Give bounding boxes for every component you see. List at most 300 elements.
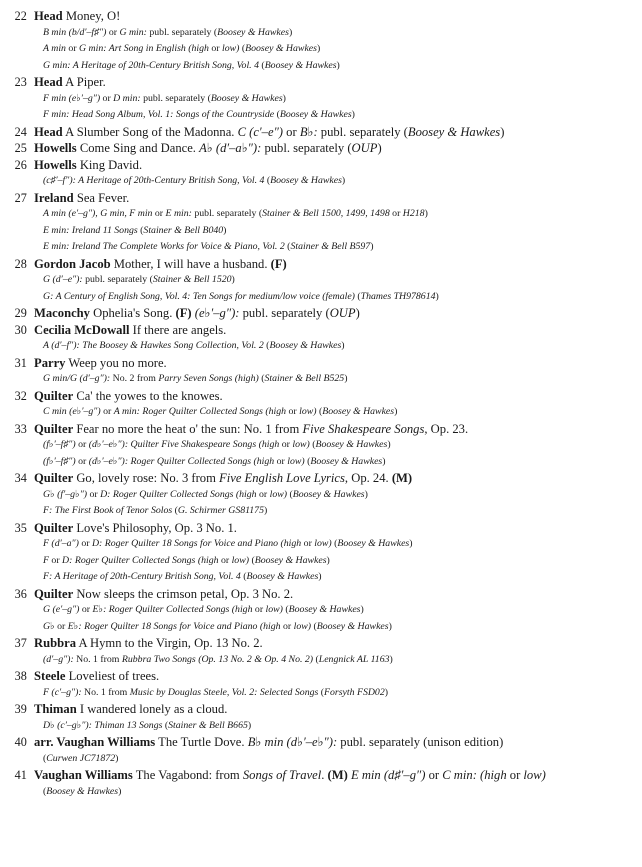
italic-text: G (e′–g″) bbox=[43, 604, 80, 615]
text-segment: or bbox=[279, 439, 293, 450]
italic-text: B♭: bbox=[299, 124, 318, 139]
text-segment: or bbox=[252, 604, 266, 615]
italic-text: (e♭′–g″): bbox=[194, 306, 240, 320]
song-entry bbox=[0, 74, 642, 124]
edition-line bbox=[34, 58, 634, 75]
text-segment: publ. separately ( bbox=[140, 92, 211, 104]
edition-line bbox=[34, 338, 634, 355]
entry-number: 40 bbox=[14, 735, 27, 749]
italic-text: C min (e♭′–g″) bbox=[43, 406, 101, 417]
italic-text: G min: bbox=[119, 26, 147, 38]
entry-number: 37 bbox=[14, 636, 27, 650]
composer-name: Head bbox=[34, 75, 63, 89]
text-segment: ) bbox=[231, 274, 235, 285]
entry-body bbox=[34, 586, 642, 636]
edition-line bbox=[34, 718, 634, 735]
text-segment: ) bbox=[382, 455, 386, 467]
text-segment: No. 2 from bbox=[110, 373, 159, 384]
text-segment: ) bbox=[263, 505, 268, 516]
song-title-line bbox=[34, 635, 634, 652]
text-segment: ) bbox=[388, 620, 392, 632]
italic-text: F (d′–a″) bbox=[43, 538, 79, 549]
entry-number: 26 bbox=[14, 157, 27, 172]
italic-text: low) bbox=[523, 768, 546, 782]
song-title-line bbox=[34, 355, 634, 372]
entry-body bbox=[34, 140, 642, 157]
text-segment: publ. separately ( bbox=[239, 306, 330, 320]
song-entry bbox=[0, 322, 642, 355]
italic-text: Boosey & Hawkes bbox=[246, 571, 319, 582]
composer-name: Quilter bbox=[34, 586, 74, 601]
italic-text: Boosey & Hawkes bbox=[270, 175, 342, 186]
italic-text: Boosey & Hawkes bbox=[288, 604, 361, 615]
text-segment: Ca' the yowes to the knowes. bbox=[73, 388, 223, 403]
song-entry bbox=[0, 668, 642, 701]
italic-text: Rubbra Two Songs (Op. 13 No. 2 & Op. 4 No. 2) bbox=[121, 653, 314, 665]
entry-body bbox=[34, 256, 642, 306]
text-segment: ( bbox=[304, 455, 311, 467]
text-segment: ( bbox=[313, 653, 319, 665]
italic-text: Stainer & Bell 1500, 1499, 1498 bbox=[262, 208, 390, 219]
entry-number: 27 bbox=[14, 190, 27, 205]
song-entry bbox=[0, 355, 642, 388]
text-segment: ( bbox=[316, 406, 323, 417]
italic-text: Boosey & Hawkes bbox=[310, 455, 383, 467]
italic-text: H218 bbox=[402, 208, 425, 219]
composer-name: Gordon Jacob bbox=[34, 256, 111, 271]
edition-line bbox=[34, 239, 634, 256]
entry-number: 29 bbox=[14, 306, 27, 320]
italic-text: low) bbox=[221, 43, 240, 54]
song-title-line bbox=[34, 701, 634, 718]
italic-text: E min: Ireland The Complete Works for Voice & Piano, Vol. 2 bbox=[43, 241, 285, 252]
text-segment: Go, lovely rose: No. 3 from bbox=[73, 471, 220, 485]
italic-text: Forsyth FSD02 bbox=[324, 686, 385, 698]
text-segment: Money, O! bbox=[62, 9, 121, 23]
text-segment: , Op. 24. bbox=[344, 471, 392, 485]
entry-body bbox=[34, 157, 642, 190]
italic-text: low) bbox=[265, 604, 283, 615]
entry-number: 41 bbox=[14, 768, 27, 782]
text-segment: ) bbox=[223, 224, 227, 236]
text-segment: or bbox=[78, 538, 92, 549]
text-segment: ( bbox=[309, 439, 316, 450]
composer-name: Thiman bbox=[34, 702, 77, 716]
text-segment: ) bbox=[370, 241, 374, 252]
composer-name: Rubbra bbox=[34, 636, 76, 650]
text-segment: or bbox=[65, 43, 80, 54]
italic-text: (d♭′–e♭″): Roger Quilter Collected Songs (high bbox=[88, 455, 275, 467]
italic-text: G (d′–e″): bbox=[43, 274, 83, 285]
italic-text: Boosey & Hawkes bbox=[46, 785, 119, 797]
song-title-line bbox=[34, 586, 634, 603]
text-segment: ) bbox=[387, 439, 391, 450]
italic-text: A♭ (d′–a♭″): bbox=[199, 141, 262, 155]
song-entry bbox=[0, 635, 642, 668]
italic-text: low) bbox=[292, 439, 310, 450]
entry-number: 24 bbox=[14, 124, 27, 139]
song-title-line bbox=[34, 140, 634, 157]
text-segment: ) bbox=[394, 406, 398, 417]
text-segment: ) bbox=[336, 59, 340, 71]
text-segment: ) bbox=[341, 175, 346, 186]
text-segment: Weep you no more. bbox=[65, 355, 167, 370]
entry-body bbox=[34, 355, 642, 388]
edition-line bbox=[34, 41, 634, 58]
composer-name: Quilter bbox=[34, 520, 74, 535]
song-title-line bbox=[34, 421, 634, 438]
composer-name: Vaughan Williams bbox=[34, 768, 133, 782]
text-segment: or bbox=[79, 604, 93, 615]
text-segment: or bbox=[48, 554, 63, 566]
text-segment: or bbox=[425, 768, 443, 782]
text-segment: ) bbox=[351, 109, 355, 120]
composer-name: Parry bbox=[34, 355, 66, 370]
italic-text: D: Roger Quilter 18 Songs for Voice and Piano (high bbox=[91, 538, 302, 549]
voice-tag: (F) bbox=[175, 306, 192, 320]
text-segment: No. 1 from bbox=[81, 686, 130, 698]
edition-line bbox=[34, 404, 634, 421]
text-segment: King David. bbox=[76, 157, 143, 172]
text-segment: or bbox=[152, 208, 166, 219]
italic-text: OUP bbox=[351, 141, 378, 155]
italic-text: G♭ bbox=[43, 620, 55, 632]
text-segment: The Vagabond: from bbox=[132, 768, 243, 782]
text-segment: ) bbox=[341, 340, 345, 351]
text-segment: ( bbox=[240, 571, 247, 582]
text-segment: If there are angels. bbox=[129, 322, 227, 337]
song-entry bbox=[0, 734, 642, 767]
song-title-line bbox=[34, 157, 634, 174]
composer-name: Quilter bbox=[34, 421, 74, 436]
entry-number: 25 bbox=[14, 141, 27, 155]
italic-text: (c♯′–f″): A Heritage of 20th-Century British Song, Vol. 4 bbox=[43, 175, 265, 186]
italic-text: Five Shakespeare Songs bbox=[302, 421, 425, 436]
entry-body bbox=[34, 74, 642, 124]
italic-text: Boosey & Hawkes bbox=[337, 538, 410, 549]
italic-text: OUP bbox=[329, 306, 356, 320]
italic-text: Five English Love Lyrics bbox=[219, 471, 345, 485]
text-segment: ) bbox=[389, 653, 393, 665]
text-segment: or bbox=[389, 208, 403, 219]
edition-line bbox=[34, 685, 634, 702]
voice-tag: (M) bbox=[327, 768, 348, 782]
italic-text: C min: (high bbox=[442, 768, 507, 782]
text-segment: ( bbox=[258, 373, 265, 384]
edition-line bbox=[34, 454, 634, 471]
text-segment: or bbox=[286, 406, 300, 417]
song-entry bbox=[0, 421, 642, 471]
italic-text: Boosey & Hawkes bbox=[316, 620, 389, 632]
italic-text: Stainer & Bell B040 bbox=[143, 224, 224, 236]
composer-name: Howells bbox=[34, 141, 77, 155]
text-segment: Loveliest of trees. bbox=[65, 669, 160, 683]
italic-text: A min bbox=[43, 43, 66, 54]
text-segment: ) bbox=[424, 208, 428, 219]
text-segment: publ. separately ( bbox=[261, 141, 352, 155]
entry-number: 22 bbox=[14, 9, 27, 23]
italic-text: Boosey & Hawkes bbox=[269, 340, 342, 351]
edition-line bbox=[34, 602, 634, 619]
text-segment: or bbox=[100, 406, 114, 417]
song-title-line bbox=[34, 767, 634, 784]
text-segment: ) bbox=[115, 752, 119, 764]
text-segment: ) bbox=[318, 571, 322, 582]
composer-name: Quilter bbox=[34, 388, 74, 403]
song-entry bbox=[0, 157, 642, 190]
entry-number: 23 bbox=[14, 75, 27, 89]
text-segment: or bbox=[106, 26, 120, 38]
text-segment: I wandered lonely as a cloud. bbox=[76, 702, 228, 716]
song-title-line bbox=[34, 190, 634, 207]
text-segment: ( bbox=[43, 785, 47, 797]
text-segment: Fear no more the heat o' the sun: No. 1 from bbox=[73, 421, 303, 436]
entry-body bbox=[34, 635, 642, 668]
entry-body bbox=[34, 8, 642, 74]
song-entry bbox=[0, 140, 642, 157]
composer-name: Cecilia McDowall bbox=[34, 322, 130, 337]
text-segment: Come Sing and Dance. bbox=[76, 141, 200, 155]
text-segment: ) bbox=[282, 92, 286, 104]
italic-text: low) bbox=[287, 455, 305, 467]
song-entry bbox=[0, 124, 642, 141]
edition-line bbox=[34, 25, 634, 42]
text-segment: ( bbox=[172, 505, 178, 516]
text-segment: A Slumber Song of the Madonna. bbox=[62, 124, 238, 139]
edition-line bbox=[34, 652, 634, 669]
song-entry bbox=[0, 256, 642, 306]
voice-tag: (M) bbox=[391, 471, 413, 485]
text-segment: Mother, I will have a husband. bbox=[110, 256, 271, 271]
composer-name: Steele bbox=[34, 669, 66, 683]
text-segment: ( bbox=[258, 59, 265, 71]
edition-line bbox=[34, 487, 634, 504]
text-segment: or bbox=[87, 488, 101, 500]
text-segment: , Op. 23. bbox=[424, 421, 469, 436]
text-segment: or bbox=[75, 439, 89, 450]
entry-number: 35 bbox=[14, 520, 27, 535]
italic-text: A min (e′–g″), G min, F min bbox=[43, 208, 153, 219]
song-title-line bbox=[34, 668, 634, 685]
song-entry bbox=[0, 8, 642, 74]
text-segment: ) bbox=[435, 290, 439, 302]
song-title-line bbox=[34, 124, 634, 141]
edition-line bbox=[34, 371, 634, 388]
text-segment: A Hymn to the Virgin, Op. 13 No. 2. bbox=[76, 636, 263, 650]
edition-line bbox=[34, 223, 634, 240]
text-segment: or bbox=[283, 124, 300, 139]
entry-body bbox=[34, 668, 642, 701]
song-title-line bbox=[34, 470, 634, 487]
entry-body bbox=[34, 421, 642, 471]
song-entry bbox=[0, 701, 642, 734]
text-segment: ) bbox=[355, 306, 360, 320]
italic-text: F min: Head Song Album, Vol. 1: Songs of the Countryside bbox=[43, 109, 275, 120]
italic-text: B♭ min (d♭′–e♭″): bbox=[247, 735, 338, 749]
text-segment: ( bbox=[264, 175, 271, 186]
text-segment: or bbox=[54, 620, 68, 632]
song-entry bbox=[0, 520, 642, 586]
italic-text: Songs of Travel bbox=[242, 768, 322, 782]
italic-text: Lengnick AL 1163 bbox=[318, 653, 390, 665]
italic-text: G. Schirmer GS81175 bbox=[177, 505, 264, 516]
edition-line bbox=[34, 536, 634, 553]
text-segment: or bbox=[100, 92, 114, 104]
text-segment: publ. separately (unison edition) bbox=[337, 735, 504, 749]
italic-text: E♭: Roger Quilter 18 Songs for Voice and Piano (high bbox=[67, 620, 281, 632]
text-segment: publ. separately ( bbox=[317, 124, 408, 139]
text-segment: ( bbox=[331, 538, 338, 549]
text-segment: Love's Philosophy, Op. 3 No. 1. bbox=[73, 520, 237, 535]
text-segment: ) bbox=[118, 785, 122, 797]
entry-number: 28 bbox=[14, 256, 27, 271]
italic-text: E♭: Roger Quilter Collected Songs (high bbox=[92, 604, 253, 615]
italic-text: Boosey & Hawkes bbox=[292, 488, 365, 500]
text-segment: ( bbox=[137, 224, 144, 236]
text-segment: ) bbox=[384, 686, 388, 698]
italic-text: Boosey & Hawkes bbox=[322, 406, 395, 417]
edition-line bbox=[34, 569, 634, 586]
text-segment: The Turtle Dove. bbox=[155, 735, 248, 749]
italic-text: A min: Roger Quilter Collected Songs (high bbox=[113, 406, 287, 417]
entry-body bbox=[34, 520, 642, 586]
text-segment: ( bbox=[284, 241, 291, 252]
song-list bbox=[0, 8, 642, 800]
composer-name: Quilter bbox=[34, 471, 74, 485]
text-segment: or bbox=[208, 43, 222, 54]
song-entry bbox=[0, 586, 642, 636]
text-segment: ( bbox=[282, 604, 289, 615]
text-segment: ) bbox=[326, 554, 330, 566]
entry-number: 38 bbox=[14, 669, 27, 683]
voice-tag: (F) bbox=[270, 256, 287, 271]
entry-body bbox=[34, 470, 642, 520]
text-segment: ) bbox=[247, 719, 252, 731]
song-entry bbox=[0, 388, 642, 421]
entry-number: 32 bbox=[14, 388, 27, 403]
song-entry bbox=[0, 767, 642, 800]
italic-text: C (c′–e″) bbox=[237, 124, 284, 139]
composer-name: Head bbox=[34, 9, 63, 23]
text-segment: ( bbox=[162, 719, 169, 731]
edition-line bbox=[34, 437, 634, 454]
italic-text: D min: bbox=[113, 92, 141, 104]
italic-text: (f♭′–f♯″) bbox=[43, 455, 76, 467]
entry-number: 34 bbox=[14, 471, 27, 485]
text-segment: Now sleeps the crimson petal, Op. 3 No. 2. bbox=[73, 586, 294, 601]
text-segment: ) bbox=[364, 488, 368, 500]
italic-text: G min: Art Song in English (high bbox=[79, 43, 209, 54]
text-segment: A Piper. bbox=[62, 75, 106, 89]
song-title-line bbox=[34, 74, 634, 91]
italic-text: low) bbox=[269, 488, 288, 500]
italic-text: D: Roger Quilter Collected Songs (high bbox=[100, 488, 257, 500]
text-segment: or bbox=[75, 455, 89, 467]
italic-text: (d♭′–e♭″): Quilter Five Shakespeare Songs (high bbox=[88, 439, 280, 450]
italic-text: F (c′–g″): bbox=[43, 686, 82, 698]
italic-text: Boosey & Hawkes bbox=[217, 26, 289, 38]
edition-line bbox=[34, 784, 634, 801]
text-segment: ) bbox=[500, 124, 505, 139]
text-segment: ( bbox=[43, 752, 47, 764]
text-segment: publ. separately ( bbox=[191, 208, 263, 219]
text-segment: ) bbox=[288, 26, 293, 38]
edition-line bbox=[34, 289, 634, 306]
italic-text: Music by Douglas Steele, Vol. 2: Selected Songs bbox=[129, 686, 319, 698]
italic-text: D♭ (c′–g♭″): Thiman 13 Songs bbox=[43, 719, 163, 731]
text-segment: or bbox=[274, 455, 288, 467]
entry-body bbox=[34, 388, 642, 421]
italic-text: low) bbox=[231, 554, 249, 566]
text-segment: or bbox=[280, 620, 294, 632]
entry-body bbox=[34, 124, 642, 141]
text-segment: Sea Fever. bbox=[73, 190, 130, 205]
entry-body bbox=[34, 734, 642, 767]
italic-text: D: Roger Quilter Collected Songs (high bbox=[62, 554, 219, 566]
italic-text: Boosey & Hawkes bbox=[254, 554, 327, 566]
song-title-line bbox=[34, 734, 634, 751]
text-segment: publ. separately ( bbox=[146, 26, 218, 38]
italic-text: G min: A Heritage of 20th-Century British Song, Vol. 4 bbox=[43, 59, 259, 71]
entry-body bbox=[34, 767, 642, 800]
text-segment: ) bbox=[360, 604, 364, 615]
entry-body bbox=[34, 701, 642, 734]
entry-body bbox=[34, 305, 642, 322]
italic-text: Stainer & Bell 1520 bbox=[152, 274, 232, 285]
edition-line bbox=[34, 553, 634, 570]
entry-body bbox=[34, 322, 642, 355]
text-segment: ( bbox=[249, 554, 255, 566]
song-entry bbox=[0, 470, 642, 520]
entry-number: 39 bbox=[14, 702, 27, 716]
edition-line bbox=[34, 619, 634, 636]
text-segment: Ophelia's Song. bbox=[89, 306, 176, 320]
entry-number: 36 bbox=[14, 586, 27, 601]
italic-text: F bbox=[43, 554, 49, 566]
text-segment: or bbox=[506, 768, 524, 782]
text-segment: ( bbox=[263, 340, 270, 351]
composer-name: Ireland bbox=[34, 190, 74, 205]
italic-text: Boosey & Hawkes bbox=[210, 92, 283, 104]
edition-line bbox=[34, 503, 634, 520]
song-title-line bbox=[34, 520, 634, 537]
italic-text: F: A Heritage of 20th-Century British Song, Vol. 4 bbox=[43, 571, 241, 582]
song-title-line bbox=[34, 256, 634, 273]
italic-text: low) bbox=[314, 538, 332, 549]
text-segment: ( bbox=[287, 488, 293, 500]
edition-line bbox=[34, 272, 634, 289]
song-entry bbox=[0, 305, 642, 322]
entry-number: 30 bbox=[14, 322, 27, 337]
entry-body bbox=[34, 190, 642, 256]
composer-name: Head bbox=[34, 124, 63, 139]
italic-text: Boosey & Hawkes bbox=[315, 439, 388, 450]
italic-text: Parry Seven Songs (high) bbox=[158, 373, 259, 384]
text-segment: or bbox=[218, 554, 232, 566]
song-title-line bbox=[34, 322, 634, 339]
text-segment: ( bbox=[239, 43, 246, 54]
italic-text: G: A Century of English Song, Vol. 4: Ten Songs for medium/low voice (female) bbox=[43, 290, 355, 302]
italic-text: Stainer & Bell B525 bbox=[264, 373, 345, 384]
italic-text: E min (d♯′–g″) bbox=[350, 768, 426, 782]
italic-text: B min (b/d′–f♯″) bbox=[43, 26, 107, 38]
song-entry bbox=[0, 190, 642, 256]
text-segment: No. 1 from bbox=[73, 653, 122, 665]
italic-text: Boosey & Hawkes bbox=[407, 124, 501, 139]
italic-text: G♭ (f′–g♭″) bbox=[43, 488, 88, 500]
italic-text: Curwen JC71872 bbox=[46, 752, 116, 764]
edition-line bbox=[34, 206, 634, 223]
